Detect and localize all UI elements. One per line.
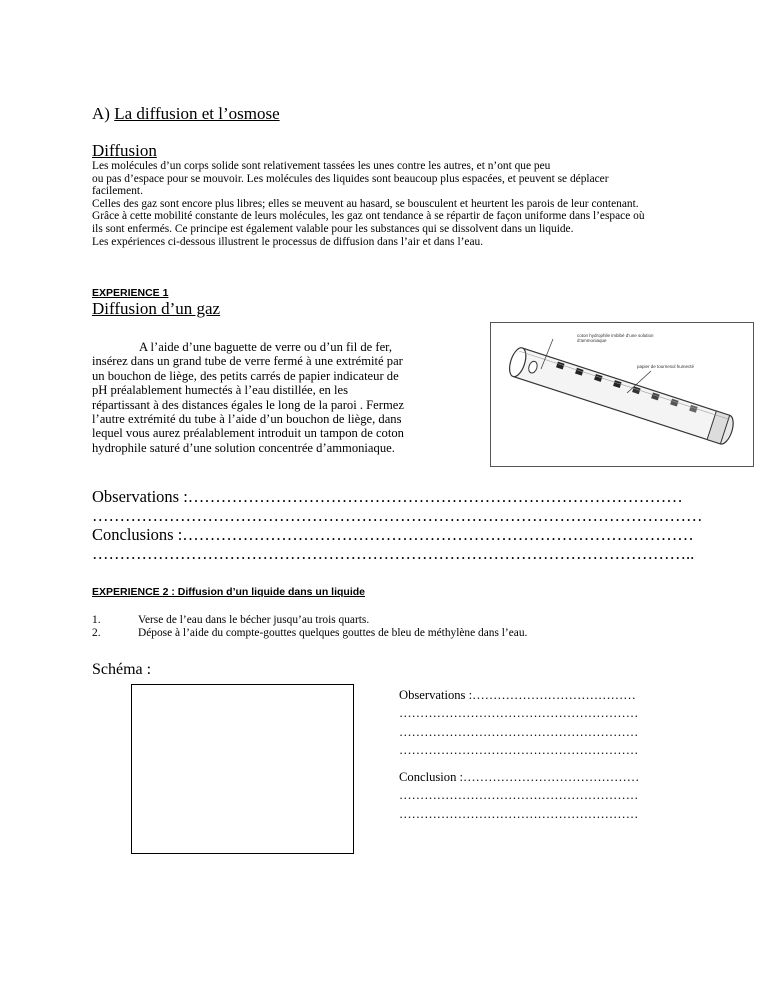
schema-label: Schéma : [92,661,152,678]
tube-figure [490,322,754,467]
cotton-label: coton hydrophile imbibé d’une solution d’ammoniaque [577,333,654,343]
glass-tube-illustration [491,323,753,466]
instruction-line: lequel vous aurez préalablement introduit un tampon de coton [92,426,404,441]
instruction-line: répartissant à des distances égales le long de la paroi . Fermez [92,397,404,412]
observations-line: ………………………………………………… [399,743,639,758]
conclusions-line: ……………………………………………………………………………………………….. [92,544,695,563]
conclusions-line: Conclusions :………………………………………………………………………………… [92,525,694,544]
section-title-text: La diffusion et l’osmose [114,104,280,123]
observations-line: ………………………………………………… [399,724,639,739]
experience2-observations [399,686,638,760]
section-prefix: A) [92,104,115,123]
instruction-line: hydrophile saturé d’une solution concentrée d’ammoniaque. [92,440,395,455]
observations-line: ………………………………………………………………………………………………… [92,506,703,525]
paragraph-line: ils sont enfermés. Ce principe est également valable pour les substances qui se dissolvent dans un liquide. [92,222,574,235]
conclusion-line: Conclusion :…………………………………… [399,770,640,784]
section-title [92,104,280,124]
instruction-line: pH préalablement humectés à l’eau distillée, en les [92,383,348,398]
observations-line: Observations :………………………………… [399,688,636,702]
paragraph-line: Celles des gaz sont encore plus libres; elles se meuvent au hasard, se bousculent et heurtent les parois de leur contenant. [92,197,639,210]
diffusion-paragraph [92,160,645,248]
instruction-line: un bouchon de liège, des petits carrés de papier indicateur de [92,368,399,383]
paper-label: papier de tournesol humecté [637,364,695,369]
step-item: 2. Dépose à l’aide du compte-gouttes quelques gouttes de bleu de méthylène dans l’eau. [92,627,528,639]
step-item: 1. Verse de l’eau dans le bécher jusqu’au trois quarts. [92,614,370,626]
paragraph-line: ou pas d’espace pour se mouvoir. Les molécules des liquides sont beaucoup plus espacées, et peuvent se déplacer [92,172,609,185]
paragraph-line: Grâce à cette mobilité constante de leurs molécules, les gaz ont tendance à se répartir de façon uniforme dans l’espace où [92,210,645,223]
diffusion-heading: Diffusion [92,141,157,160]
experience2-label: EXPERIENCE 2 : Diffusion d’un liquide dans un liquide [92,586,366,598]
experience1-label: EXPERIENCE 1 [92,287,169,299]
instruction-line: insérez dans un grand tube de verre fermé à une extrémité par [92,354,403,369]
instruction-line: l’autre extrémité du tube à l’aide d’un bouchon de liège, dans [92,412,402,427]
experience1-subtitle: Diffusion d’un gaz [92,299,221,318]
experience2-steps [92,614,527,640]
conclusion-line: ………………………………………………… [399,806,639,821]
instruction-line: A l’aide d’une baguette de verre ou d’un fil de fer, [139,340,393,354]
paragraph-line: Les molécules d’un corps solide sont relativement tassées les unes contre les autres, et n’ont que peu [92,160,551,172]
experience1-observations [92,487,703,563]
paragraph-line: facilement. [92,185,143,198]
paragraph-line: Les expériences ci-dessous illustrent le processus de diffusion dans l’air et dans l’eau. [92,235,484,248]
experience2-conclusion [399,768,639,823]
conclusion-line: ………………………………………………… [399,788,639,803]
schema-drawing-box[interactable] [131,684,354,854]
observations-line: ………………………………………………… [399,706,639,721]
observations-line: Observations :……………………………………………………………………………… [92,487,683,506]
experience1-instructions [92,340,404,455]
